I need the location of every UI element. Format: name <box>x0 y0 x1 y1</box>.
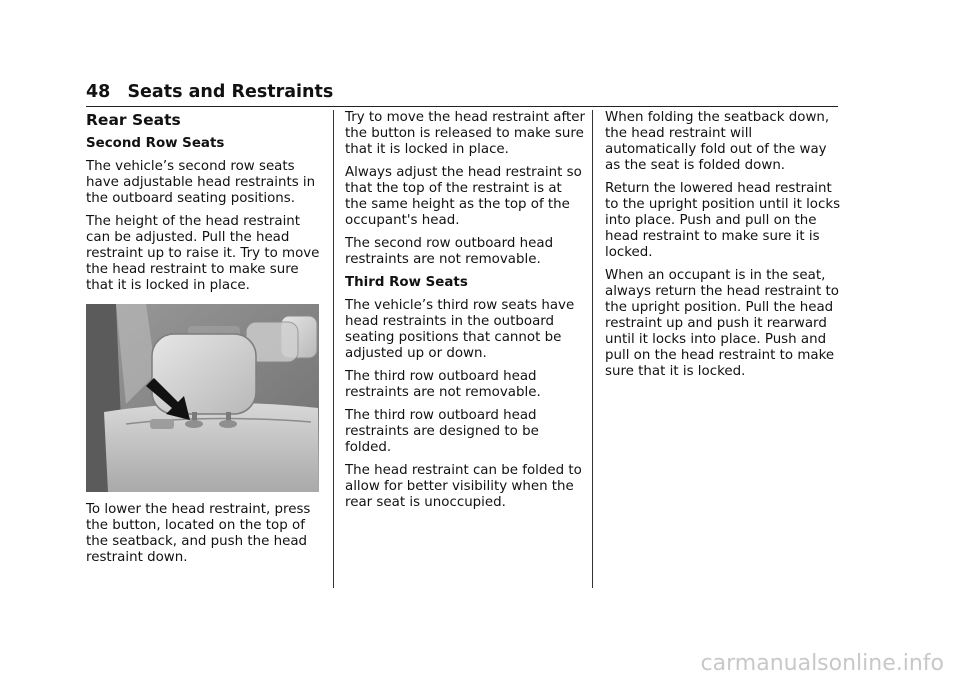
paragraph: Return the lowered head restraint to the upright position until it locks into place. Push and pull on the head restraint to make sure it is locked. <box>605 181 841 260</box>
page-number: 48 <box>86 82 111 102</box>
paragraph: Try to move the head restraint after the button is released to make sure that it is locked in place. <box>345 110 585 157</box>
column-3 <box>605 110 841 387</box>
paragraph: When an occupant is in the seat, always return the head restraint to the upright position. Pull the head restraint up and push it rearward until it locks into place. Push and pull on the head restraint to make sure that it is locked. <box>605 268 839 379</box>
paragraph: The vehicle’s third row seats have head restraints in the outboard seating positions that cannot be adjusted up or down. <box>345 298 575 361</box>
paragraph: The third row outboard head restraints are designed to be folded. <box>345 408 539 455</box>
paragraph: The second row outboard head restraints are not removable. <box>345 236 554 267</box>
column-1 <box>86 110 322 573</box>
head-restraint-photo <box>86 304 319 492</box>
column-2 <box>345 110 585 518</box>
page-header <box>86 80 838 107</box>
page-title: Seats and Restraints <box>127 82 334 102</box>
paragraph: When folding the seatback down, the head restraint will automatically fold out of the way as the seat is folded down. <box>605 110 830 173</box>
paragraph: The third row outboard head restraints are not removable. <box>345 369 541 400</box>
column-divider <box>592 110 593 588</box>
watermark: carmanualsonline.info <box>700 651 944 676</box>
column-divider <box>333 110 334 588</box>
subheading-third-row: Third Row Seats <box>345 275 468 290</box>
paragraph: The vehicle’s second row seats have adjustable head restraints in the outboard seating positions. <box>86 159 316 206</box>
paragraph: The height of the head restraint can be adjusted. Pull the head restraint up to raise it. Try to move the head restraint to make sure that it is locked in place. <box>86 214 320 293</box>
paragraph: To lower the head restraint, press the button, located on the top of the seatback, and push the head restraint down. <box>86 502 311 565</box>
paragraph: The head restraint can be folded to allow for better visibility when the rear seat is unoccupied. <box>345 463 582 510</box>
subheading-second-row: Second Row Seats <box>86 136 225 151</box>
section-title: Rear Seats <box>86 111 181 129</box>
paragraph: Always adjust the head restraint so that the top of the restraint is at the same height as the top of the occupant's head. <box>345 165 582 228</box>
